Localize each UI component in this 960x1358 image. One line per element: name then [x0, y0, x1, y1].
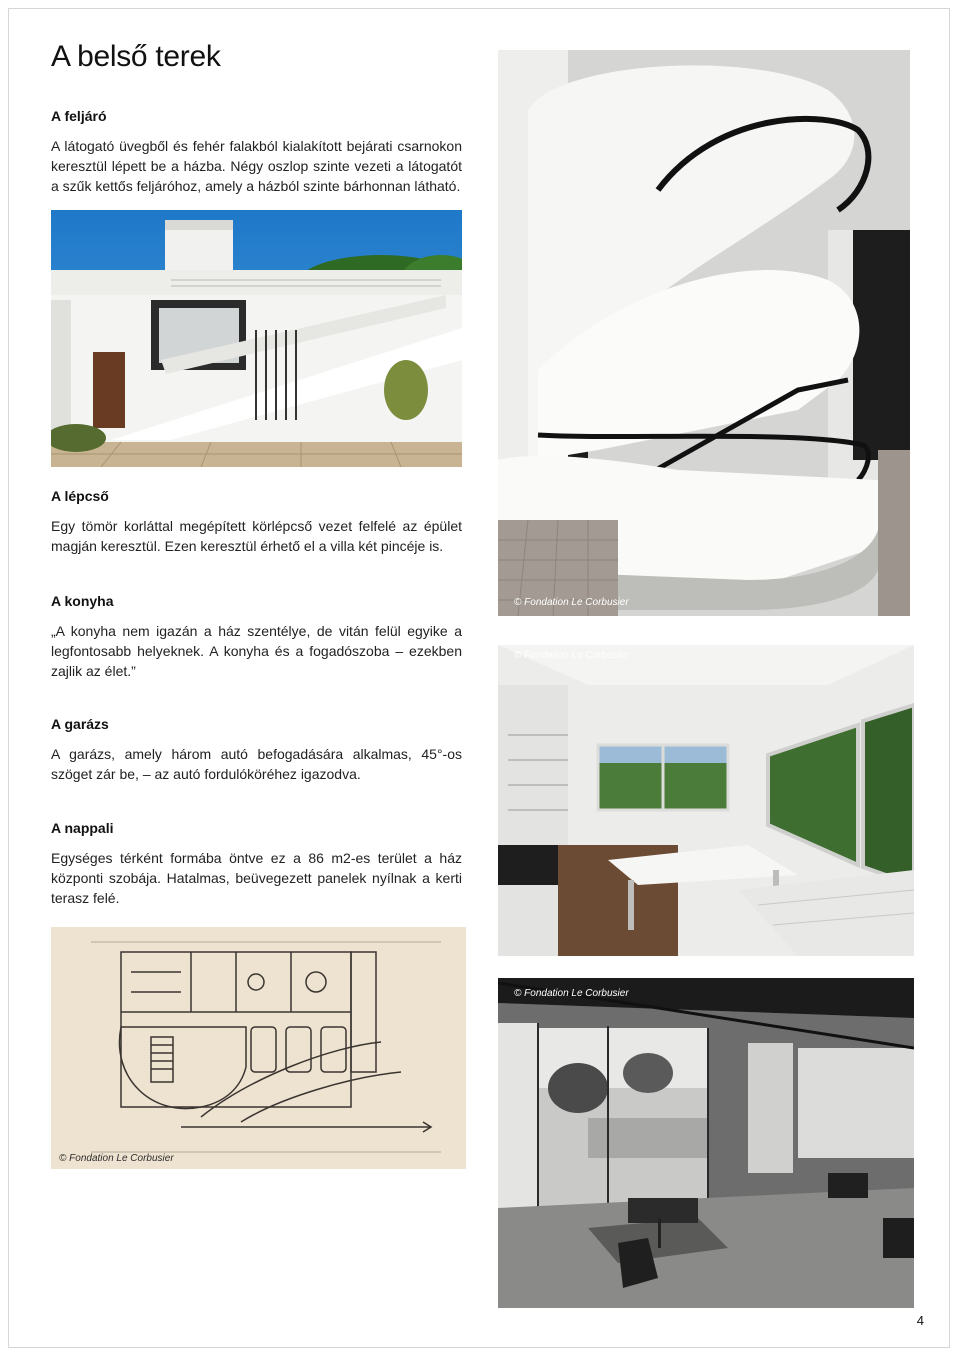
page-number: 4	[916, 1313, 924, 1328]
section-body-garage: A garázs, amely három autó befogadására alkalmas, 45°-os szöget zár be, – az autó fordulóköréhez igazodva.	[51, 746, 462, 782]
section-body-staircase: Egy tömör korláttal megépített körlépcső vezet felfelé az épület magján keresztül. Ezen keresztül érhető el a villa két pincéje is.	[51, 518, 462, 554]
section-living-room	[51, 820, 462, 908]
section-heading-living-room: A nappali	[51, 820, 114, 836]
living-room-photo	[498, 978, 914, 1308]
floor-plan-credit: © Fondation Le Corbusier	[59, 1153, 174, 1164]
living-room-photo-credit: © Fondation Le Corbusier	[514, 988, 629, 999]
section-garage	[51, 716, 462, 784]
section-ramp	[51, 108, 462, 196]
section-heading-staircase: A lépcső	[51, 488, 109, 504]
staircase-photo-credit: © Fondation Le Corbusier	[514, 597, 629, 608]
kitchen-photo	[498, 645, 914, 956]
section-staircase	[51, 488, 462, 556]
section-body-kitchen: „A konyha nem igazán a ház szentélye, de vitán felül egyike a legfontosabb helyeknek. A konyha és a fogadószoba – ezekben zajlik az élet.”	[51, 623, 462, 679]
ramp-exterior-photo	[51, 210, 462, 467]
section-heading-ramp: A feljáró	[51, 108, 107, 124]
kitchen-photo-credit: © Fondation Le Corbusier	[514, 650, 629, 661]
floor-plan-sketch	[51, 927, 466, 1169]
section-body-living-room: Egységes térként formába öntve ez a 86 m2-es terület a ház központi szobája. Hatalmas, beüvegezett panelek nyílnak a kerti terasz felé.	[51, 850, 462, 906]
section-heading-garage: A garázs	[51, 716, 109, 732]
section-body-ramp: A látogató üvegből és fehér falakból kialakított bejárati csarnokon keresztül lépett be a házba. Négy oszlop szinte vezeti a látogatót a szűk kettős feljáróhoz, amely a házból szinte bárhonnan látható.	[51, 138, 462, 194]
section-heading-kitchen: A konyha	[51, 593, 114, 609]
page-title: A belső terek	[51, 40, 221, 73]
section-kitchen	[51, 593, 462, 681]
spiral-staircase-photo	[498, 50, 910, 616]
